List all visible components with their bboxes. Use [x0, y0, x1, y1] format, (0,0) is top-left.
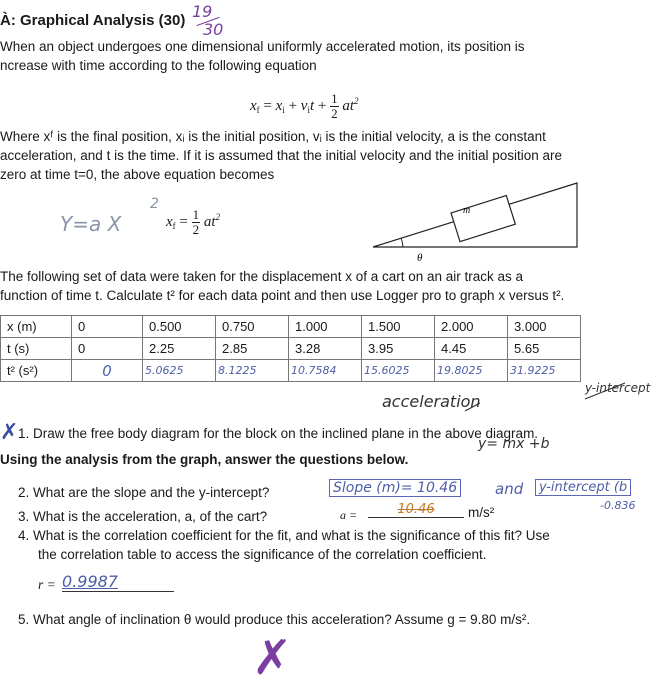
question-2-intercept-value: -0.836 — [600, 499, 636, 512]
questions-instruction: Using the analysis from the graph, answer the questions below. — [0, 452, 409, 467]
angle-label: θ — [417, 252, 423, 264]
handwritten-exponent: 2 — [150, 196, 159, 212]
table-cell: 0.500 — [143, 316, 216, 338]
table-cell: 2.000 — [435, 316, 508, 338]
question-4-answer: 0.9987 — [62, 572, 174, 592]
question-4-r-label: r = — [38, 577, 56, 592]
question-4-line-2: the correlation table to access the significance of the correlation coefficient. — [38, 547, 487, 562]
table-cell: 3.28 — [289, 338, 362, 360]
question-5-cross-mark: ✗ — [252, 630, 293, 686]
question-1-cross-mark: ✗ — [0, 420, 19, 445]
table-cell: 3.000 — [508, 316, 581, 338]
annotation-arrows — [460, 373, 640, 413]
table-cell-handwritten: 31.9225 — [508, 360, 581, 382]
section-title: À: Graphical Analysis (30) — [0, 12, 186, 29]
table-cell-handwritten: 15.6025 — [362, 360, 435, 382]
question-2-intercept-answer: y-intercept (b — [535, 479, 631, 495]
table-cell-handwritten: 5.0625 — [143, 360, 216, 382]
handwritten-y-intercept: y-intercept — [585, 381, 651, 395]
equation-position: $x_f = x_i + v_it$ + $\frac{1}{2}$ $at^2$ — [250, 91, 359, 121]
question-2-and: and — [495, 480, 524, 498]
intro-line-1: When an object undergoes one dimensional uniformly accelerated motion, its position is — [0, 39, 525, 54]
row-header-x: x (m) — [1, 316, 72, 338]
data-intro-line-2: function of time t. Calculate t² for each data point and then use Logger pro to graph x versus t². — [0, 288, 565, 303]
table-cell: 0.750 — [216, 316, 289, 338]
intro-line-2: ncrease with time according to the following equation — [0, 58, 317, 73]
question-5: 5. What angle of inclination θ would produce this acceleration? Assume g = 9.80 m/s². — [18, 612, 531, 627]
fraction-half: $\frac{1}{2}$ — [331, 91, 338, 121]
table-cell: 3.95 — [362, 338, 435, 360]
table-cell: 0 — [72, 338, 143, 360]
equation-simplified: $x_f$ = $\frac{1}{2}$ $at^2$ — [166, 207, 221, 237]
block — [451, 196, 515, 242]
table-cell: 2.85 — [216, 338, 289, 360]
table-cell-handwritten: 8.1225 — [216, 360, 289, 382]
handwritten-linear-form: Y=a X — [60, 212, 122, 236]
question-1: 1. Draw the free body diagram for the block on the inclined plane in the above diagram. — [18, 426, 539, 441]
definitions-line-1: Where xᶠ is the final position, xᵢ is the initial position, vᵢ is the initial velocity, a is the constant — [0, 129, 546, 144]
table-cell-handwritten: 10.7584 — [289, 360, 362, 382]
question-2: 2. What are the slope and the y-intercept? — [18, 485, 270, 500]
table-cell-handwritten: 19.8025 — [435, 360, 508, 382]
table-cell: 1.500 — [362, 316, 435, 338]
table-cell: 2.25 — [143, 338, 216, 360]
block-mass-label: m — [463, 205, 471, 216]
data-table — [0, 315, 581, 382]
table-cell: 4.45 — [435, 338, 508, 360]
table-cell: 5.65 — [508, 338, 581, 360]
question-4-line-1: 4. What is the correlation coefficient for the fit, and what is the significance of this fit? Use — [18, 528, 550, 543]
inclined-plane-diagram — [355, 165, 590, 270]
table-cell-handwritten: 0 — [72, 360, 143, 382]
handwritten-acceleration: acceleration — [382, 392, 481, 411]
question-3-a-label: a = — [340, 508, 358, 522]
score-earned: 19 — [192, 2, 213, 21]
table-cell: 0 — [72, 316, 143, 338]
table-row — [1, 338, 581, 360]
question-2-slope-answer: Slope (m)= 10.46 — [329, 479, 461, 496]
definitions-line-3: zero at time t=0, the above equation becomes — [0, 167, 275, 182]
table-row — [1, 316, 581, 338]
data-intro-line-1: The following set of data were taken for the displacement x of a cart on an air track as a — [0, 269, 524, 284]
question-3-unit: m/s² — [468, 505, 495, 520]
definitions-line-2: acceleration, and t is the time. If it is assumed that the initial velocity and the initial position are — [0, 148, 563, 163]
row-header-t: t (s) — [1, 338, 72, 360]
question-3-answer: 10.46 — [368, 502, 464, 518]
table-cell: 1.000 — [289, 316, 362, 338]
question-3: 3. What is the acceleration, a, of the cart? — [18, 509, 268, 524]
handwritten-linear-equation: y= mx +b — [478, 436, 550, 452]
score-total: 30 — [203, 20, 224, 39]
row-header-t-squared: t² (s²) — [1, 360, 72, 382]
